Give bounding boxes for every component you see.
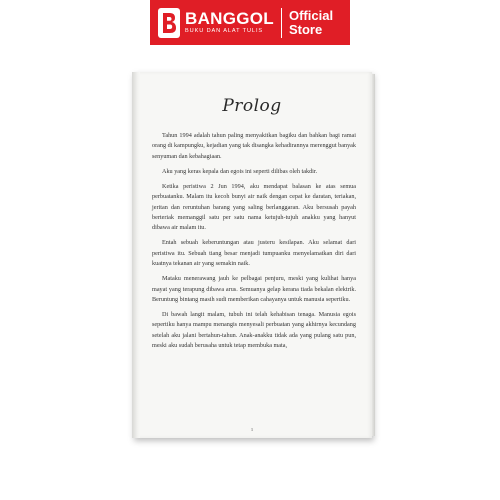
store-banner xyxy=(150,0,350,45)
paragraph: Entah sebuah keberuntungan atau justeru kesilapan. Aku selamat dari peristiwa itu. Sebuah tiang besar menjadi tumpuanku menyelamatkan diri dari kuatnya tekanan air yang semakin naik. xyxy=(152,239,356,268)
book-page xyxy=(132,72,372,438)
page-number: 1 xyxy=(250,427,254,432)
paragraph: Mataku menerawang jauh ke pelbagai penjuru, meski yang kulihat hanya mayat yang terapung dibawa arus. Semuanya gelap kerana tiada bekalan elektrik. Beruntung bintang masih sudi memberikan cahayanya untuk manusia sepertiku. xyxy=(152,275,356,304)
brand-block xyxy=(185,10,274,35)
book-spine xyxy=(132,72,140,438)
store-line: Store xyxy=(288,21,323,37)
paragraph: Di bawah langit malam, tubuh ini telah kehabisan tenaga. Manusia egois sepertiku hanya mampu menangis menyesali perbuatan yang akhirnya kecundang setelah aku jalani bertahun-tahun. Anak-anakku tidak ada yang pulang satu pun, meski aku sudah berusaha untuk tetap membuka mata, xyxy=(152,311,356,350)
official-line: Official xyxy=(288,7,334,23)
brand-name: BANGGOL xyxy=(185,9,274,28)
paragraph: Tahun 1994 adalah tahun paling menyakitkan bagiku dan bahkan bagi ramai orang di kampungku, kejadian yang tak disangka kehadirannya merenggut banyak senyuman dan kebahagiaan. xyxy=(152,132,356,160)
chapter-body xyxy=(152,131,356,356)
banner-divider xyxy=(281,8,282,38)
paragraph: Aku yang keras kepala dan egois ini seperti dilibas oleh takdir. xyxy=(162,167,318,175)
brand-tagline: BUKU DAN ALAT TULIS xyxy=(185,28,264,34)
paragraph: Ketika peristiwa 2 Jun 1994, aku mendapat balasan ke atas semua perbuatanku. Malam itu kecoh bunyi air naik dengan cepat ke daratan, teriakan, jeritan dan reruntuhan barang yang saling berlanggaran. Aku bersusah payah berteriak memanggil satu per satu nama ketujuh-tujuh anakku yang hanyut dibawa air malam itu. xyxy=(152,182,356,232)
banggol-logo-icon xyxy=(158,8,180,38)
official-store-label xyxy=(289,9,333,37)
page-edge xyxy=(372,74,375,436)
chapter-title: Prolog xyxy=(222,96,282,116)
